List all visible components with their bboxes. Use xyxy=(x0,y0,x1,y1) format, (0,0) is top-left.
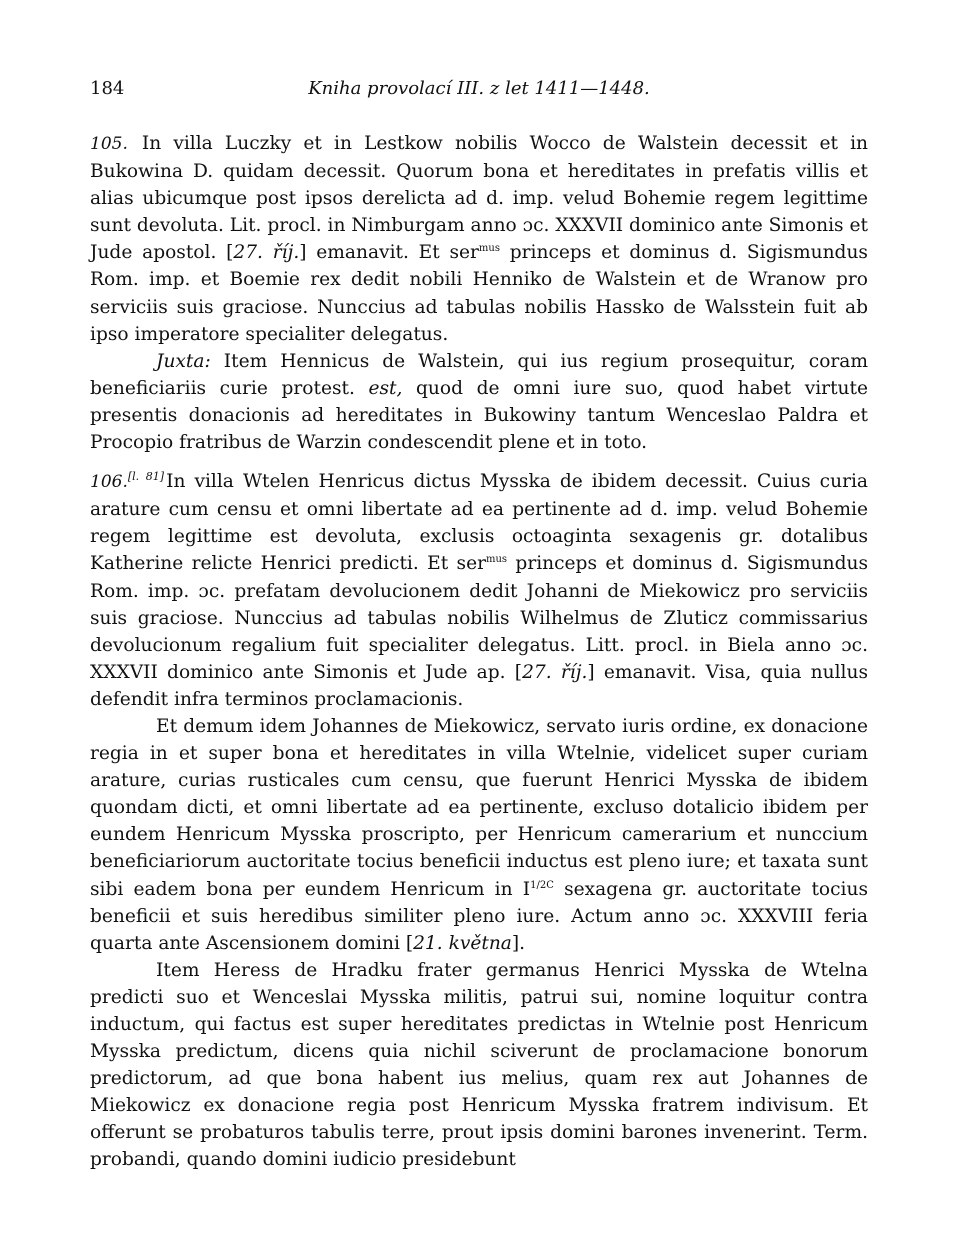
superscript-c: C xyxy=(546,879,554,891)
folio-note: [l. 81] xyxy=(127,469,165,483)
entry-106-paragraph-2 xyxy=(90,713,868,957)
date-note: 27. říj. xyxy=(233,242,300,264)
juxta-label: Juxta: xyxy=(156,350,211,372)
date-note: 21. května xyxy=(413,932,512,954)
entry-text: princeps et dominus d. Sigismundus Rom. imp. et Boemie rex dedit nobili Henniko de Walstein et de Wranow pro serviciis suis graciose. Nunccius ad tabulas nobilis Hassko de Walsstein fuit ab ipso imperatore specialiter delegatus. xyxy=(90,242,868,345)
entry-text: Item Heress de Hradku frater germanus Henrici Mysska de Wtelna predicti suo et Wenceslai Mysska militis, patrui sui, nomine loquitur contra inductum, qui factus est super hereditates predictas in Wtelnie post Henricum Mysska predictum, dicens quia nichil sciverunt de proclamacione bonorum predictorum, ad que bona habent ius melius, quam rex aut Johannes de Miekowicz ex donacione regia post Henricum Mysska fratrem indivisum. Et offerunt se probaturos tabulis terre, prout ipsis domini barones invenerint. Term. probandi, quando domini iudicio presidebunt xyxy=(90,959,868,1171)
superscript-abbreviation: mus xyxy=(486,554,508,566)
page-number: 184 xyxy=(90,78,125,99)
superscript-abbreviation: mus xyxy=(478,243,500,255)
entry-106-paragraph-1 xyxy=(90,468,868,713)
entry-text: sexagena gr. auctoritate tocius beneficii et suis heredibus similiter pleno iure. Actum anno ɔc. XXXVIII feria quarta ante Ascensionem domini [ xyxy=(90,878,868,954)
entry-text: In villa Luczky et in Lestkow nobilis Wocco de Walstein decessit et in Bukowina D. quidam decessit. Quorum bona et hereditates in prefatis villis et alias ubicumque post ipsos derelicta ad d. imp. velud Bohemie regem legittime sunt devoluta. Lit. procl. in Nimburgam anno ɔc. XXXVII dominico ante Simonis et Jude apostol. [ xyxy=(90,133,868,264)
entry-105-paragraph-2 xyxy=(90,348,868,456)
fraction: 1/2 xyxy=(530,879,547,891)
entry-105-paragraph-1 xyxy=(90,130,868,348)
running-title: Kniha provolací III. z let 1411—1448. xyxy=(308,78,650,99)
entry-text: Item Hennicus de Walstein, qui ius regium prosequitur, coram beneficiariis curie protest. xyxy=(90,350,868,399)
entry-text: Et demum idem Johannes de Miekowicz, servato iuris ordine, ex donacione regia in et super bona et hereditates in villa Wtelnie, videlicet super curiam arature, curias rusticales cum censu, que fuerunt Henrici Mysska de ibidem quondam dicti, et omni libertate ad ea pertinente, excluso dotalicio ibidem per eundem Henricum Mysska proscripto, per Henricum camerarium et nunccium beneficiariorum auctoritate tocius beneficii inductus est pleno iure; et taxata sunt sibi eadem bona per eundem Henricum in I xyxy=(90,715,868,900)
entry-106-paragraph-3 xyxy=(90,957,868,1174)
entry-text: princeps et dominus d. Sigismundus Rom. imp. ɔc. prefatam devolucionem dedit Johanni de Miekowicz pro serviciis suis graciose. Nunccius ad tabulas nobilis Wilhelmus de Zluticz commissarius devolucionum regalium fuit specialiter delegatus. Litt. procl. in Biela anno ɔc. XXXVII dominico ante Simonis et Jude ap. [ xyxy=(90,553,868,683)
entry-number: 105. xyxy=(90,134,128,154)
entry-text: ] emanavit. Visa, quia nullus defendit infra terminos proclamacionis. xyxy=(90,661,868,710)
entry-text: ] emanavit. Et ser xyxy=(299,242,479,264)
abbreviation: est, xyxy=(368,377,403,399)
entry-text: quod de omni iure suo, quod habet virtute presentis donacionis ad hereditates in Bukowiny tantum Wenceslao Paldra et Procopio fratribus de Warzin condescendit plene et in toto. xyxy=(90,377,868,454)
entry-number: 106. xyxy=(90,472,128,493)
date-note: 27. říj. xyxy=(522,661,588,683)
page-header xyxy=(90,78,868,104)
page-body xyxy=(90,130,868,1174)
entry-text: ]. xyxy=(511,932,526,954)
entry-text: In villa Wtelen Henricus dictus Mysska de ibidem decessit. Cuius curia arature cum censu et omni libertate ad ea pertinente ad d. imp. velud Bohemie regem legittime est devoluta, exclusis octoaginta sexagenis gr. dotalibus Katherine relicte Henrici predicti. Et ser xyxy=(90,471,868,575)
